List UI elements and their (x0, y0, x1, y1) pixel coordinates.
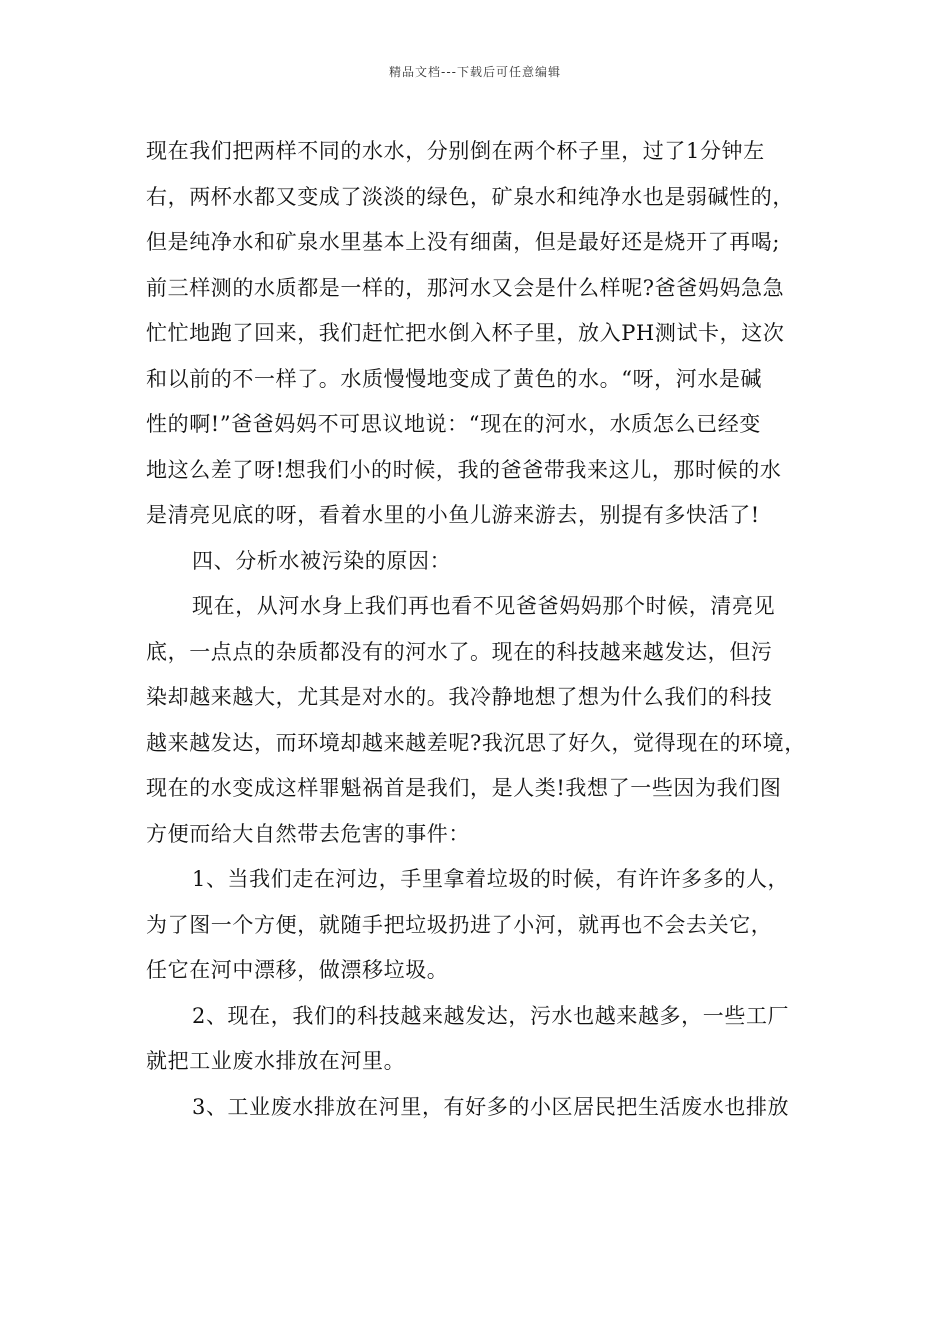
text-line: 忙忙地跑了回来，我们赶忙把水倒入杯子里，放入PH测试卡，这次 (146, 321, 785, 345)
text-line: 现在我们把两样不同的水水，分别倒在两个杯子里，过了1分钟左 (146, 139, 765, 163)
text-line: 前三样测的水质都是一样的，那河水又会是什么样呢?爸爸妈妈急急 (146, 275, 785, 300)
text-line: 现在的水变成这样罪魁祸首是我们，是人类!我想了一些因为我们图 (146, 776, 782, 800)
text-line: 但是纯净水和矿泉水里基本上没有细菌，但是最好还是烧开了再喝; (146, 230, 781, 254)
text-line: 任它在河中漂移，做漂移垃圾。 (146, 958, 449, 982)
text-line: 地这么差了呀!想我们小的时候，我的爸爸带我来这儿，那时候的水 (146, 457, 782, 482)
text-line: 方便而给大自然带去危害的事件： (146, 821, 470, 846)
list-item-1: 1、当我们走在河边，手里拿着垃圾的时候，有许许多多的人， (192, 867, 790, 891)
document-body (146, 129, 818, 1130)
text-line: 染却越来越大，尤其是对水的。我冷静地想了想为什么我们的科技 (146, 685, 773, 709)
text-line: 为了图一个方便，就随手把垃圾扔进了小河，就再也不会去关它， (146, 912, 773, 937)
text-line: 就把工业废水排放在河里。 (146, 1049, 406, 1073)
text-line: 和以前的不一样了。水质慢慢地变成了黄色的水。“呀，河水是碱 (146, 366, 763, 391)
page-header: 精品文档---下载后可任意编辑 (389, 65, 561, 79)
text-line: 现在，从河水身上我们再也看不见爸爸妈妈那个时候，清亮见 (192, 594, 776, 618)
text-line: 性的啊!”爸爸妈妈不可思议地说：“现在的河水，水质怎么已经变 (146, 412, 761, 436)
list-item-3: 3、工业废水排放在河里，有好多的小区居民把生活废水也排放 (192, 1094, 790, 1119)
section-heading: 四、分析水被污染的原因： (192, 548, 452, 573)
list-item-2: 2、现在，我们的科技越来越发达，污水也越来越多，一些工厂 (192, 1003, 790, 1028)
text-line: 是清亮见底的呀，看着水里的小鱼儿游来游去，别提有多快活了! (146, 503, 760, 527)
text-line: 右，两杯水都又变成了淡淡的绿色，矿泉水和纯净水也是弱碱性的， (146, 184, 794, 209)
text-line: 底，一点点的杂质都没有的河水了。现在的科技越来越发达，但污 (146, 639, 773, 664)
text-line: 越来越发达，而环境却越来越差呢?我沉思了好久，觉得现在的环境， (146, 730, 806, 755)
